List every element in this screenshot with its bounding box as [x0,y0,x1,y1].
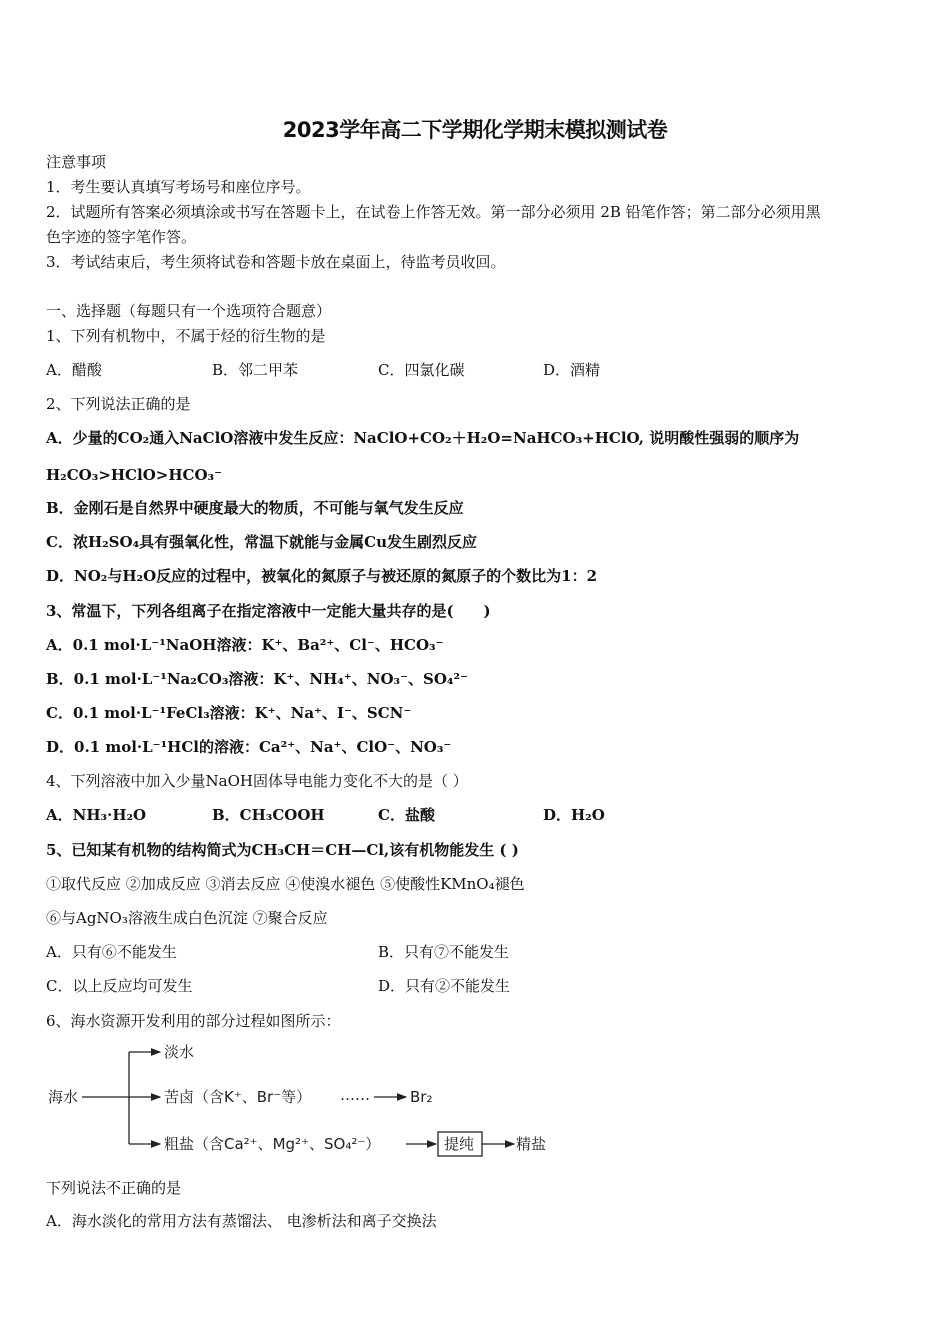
page-title: 2023学年高二下学期化学期末模拟测试卷 [282,118,668,142]
q3-option-a: A．0.1 mol·L⁻¹NaOH溶液：K⁺、Ba²⁺、Cl⁻、HCO₃⁻ [46,636,444,654]
q4-option-d: D．H₂O [543,806,605,824]
q6-prompt: 下列说法不正确的是 [46,1179,182,1197]
q2-option-a: A．少量的CO₂通入NaClO溶液中发生反应：NaClO+CO₂＋H₂O=NaHCO₃+HClO, 说明酸性强弱的顺序为 [46,429,800,447]
diagram-branch-fresh-water: 淡水 [164,1043,195,1061]
diagram-bromine-product: Br₂ [410,1088,433,1106]
diagram-branch-brine: 苦卤（含K⁺、Br⁻等） [164,1088,312,1106]
q4-option-b: B．CH₃COOH [212,806,325,824]
question-6-stem: 6、海水资源开发利用的部分过程如图所示： [46,1012,341,1030]
diagram-ellipsis: …… [340,1086,370,1104]
question-5-stem: 5、已知某有机物的结构简式为CH₃CH＝CH—Cl,该有机物能发生 ( ) [46,841,519,859]
q5-reactions-line-1: ①取代反应 ②加成反应 ③消去反应 ④使溴水褪色 ⑤使酸性KMnO₄褪色 [46,875,525,893]
q5-option-a: A．只有⑥不能发生 [46,943,177,961]
q2-option-d: D．NO₂与H₂O反应的过程中，被氧化的氮原子与被还原的氮原子的个数比为1：2 [46,567,598,585]
q4-option-a: A．NH₃·H₂O [46,806,147,824]
question-1-stem: 1、下列有机物中，不属于烃的衍生物的是 [46,327,326,345]
q1-option-b: B．邻二甲苯 [212,361,299,379]
q2-option-c: C．浓H₂SO₄具有强氧化性，常温下就能与金属Cu发生剧烈反应 [46,533,477,551]
q5-option-d: D．只有②不能发生 [378,977,511,995]
q1-option-c: C．四氯化碳 [378,361,465,379]
q1-option-a: A．醋酸 [46,361,102,379]
q3-option-d: D．0.1 mol·L⁻¹HCl的溶液：Ca²⁺、Na⁺、ClO⁻、NO₃⁻ [46,738,452,756]
q3-option-c: C．0.1 mol·L⁻¹FeCl₃溶液：K⁺、Na⁺、I⁻、SCN⁻ [46,704,412,722]
q3-option-b: B．0.1 mol·L⁻¹Na₂CO₃溶液：K⁺、NH₄⁺、NO₃⁻、SO₄²⁻ [46,670,468,688]
diagram-purify-label: 提纯 [444,1135,475,1153]
question-3-stem: 3、常温下，下列各组离子在指定溶液中一定能大量共存的是( ) [46,602,491,620]
q2-option-b: B．金刚石是自然界中硬度最大的物质，不可能与氧气发生反应 [46,499,464,517]
notice-heading: 注意事项 [46,153,107,171]
notice-item-1: 1．考生要认真填写考场号和座位序号。 [46,178,311,196]
q5-option-c: C．以上反应均可发生 [46,977,193,995]
q5-option-b: B．只有⑦不能发生 [378,943,510,961]
question-2-stem: 2、下列说法正确的是 [46,395,191,413]
question-4-stem: 4、下列溶液中加入少量NaOH固体导电能力变化不大的是（ ） [46,772,468,790]
seawater-process-diagram [44,1038,564,1163]
diagram-branch-crude-salt: 粗盐（含Ca²⁺、Mg²⁺、SO₄²⁻） [164,1135,381,1153]
notice-item-2: 2．试题所有答案必须填涂或书写在答题卡上，在试卷上作答无效。第一部分必须用 2B 铅笔作答；第二部分必须用黑 [46,203,821,221]
diagram-source-label: 海水 [48,1088,79,1106]
diagram-refined-salt: 精盐 [516,1135,547,1153]
q1-option-d: D．酒精 [543,361,601,379]
notice-item-2-cont: 色字迹的签字笔作答。 [46,228,197,246]
q5-reactions-line-2: ⑥与AgNO₃溶液生成白色沉淀 ⑦聚合反应 [46,909,328,927]
q6-option-a: A．海水淡化的常用方法有蒸馏法、 电渗析法和离子交换法 [46,1212,437,1230]
q2-option-a-cont: H₂CO₃>HClO>HCO₃⁻ [46,466,222,484]
section-heading: 一、选择题（每题只有一个选项符合题意） [46,302,332,320]
q4-option-c: C．盐酸 [378,806,435,824]
notice-item-3: 3．考试结束后，考生须将试卷和答题卡放在桌面上，待监考员收回。 [46,253,506,271]
